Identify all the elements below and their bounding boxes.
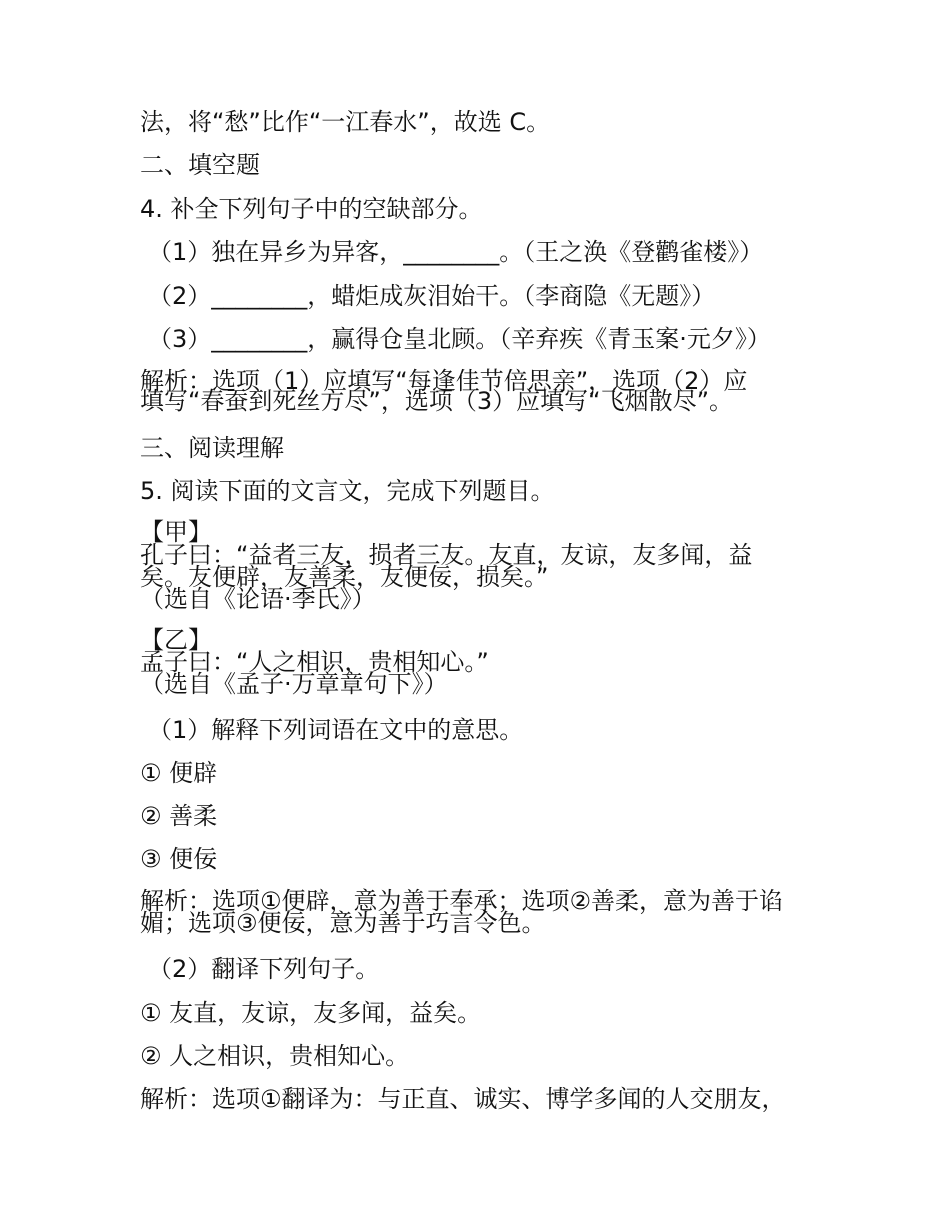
passage-yi-source: （选自《孟子·万章章句下》）: [140, 670, 448, 698]
list-item: ① 友直，友谅，友多闻，益矣。: [140, 999, 482, 1027]
passage-yi-line: 孟子曰：“人之相识，贵相知心。”: [140, 648, 489, 676]
passage-label-jia: 【甲】: [140, 518, 212, 546]
subquestion-1: （1）解释下列词语在文中的意思。: [148, 716, 524, 744]
analysis-line: 媚；选项③便佞，意为善于巧言令色。: [140, 909, 546, 937]
text-line: 法，将“愁”比作“一江春水”，故选 C。: [140, 108, 551, 136]
passage-label-yi: 【乙】: [140, 626, 212, 654]
list-item: ① 便辟: [140, 759, 218, 787]
analysis-line: 填写“春蚕到死丝方尽”，选项（3）应填写“飞烟散尽”。: [140, 387, 734, 415]
question-5-title: 5. 阅读下面的文言文，完成下列题目。: [140, 477, 555, 505]
passage-jia-source: （选自《论语·季氏》）: [140, 585, 376, 613]
analysis-line: 解析：选项①翻译为：与正直、诚实、博学多闻的人交朋友，: [140, 1085, 786, 1113]
list-item: ② 人之相识，贵相知心。: [140, 1042, 410, 1070]
question-4-item-1: （1）独在异乡为异客，________。（王之涣《登鹳雀楼》）: [148, 238, 764, 266]
section-heading-fill-blank: 二、填空题: [140, 151, 260, 179]
passage-jia-line: 孔子曰：“益者三友，损者三友。友直，友谅，友多闻，益: [140, 541, 753, 569]
list-item: ③ 便佞: [140, 845, 218, 873]
analysis-line: 解析：选项（1）应填写“每逢佳节倍思亲”，选项（2）应: [140, 367, 748, 395]
analysis-line: 解析：选项①便辟，意为善于奉承；选项②善柔，意为善于谄: [140, 887, 784, 915]
list-item: ② 善柔: [140, 802, 218, 830]
question-4-title: 4. 补全下列句子中的空缺部分。: [140, 195, 483, 223]
section-heading-reading: 三、阅读理解: [140, 434, 284, 462]
question-4-item-3: （3）________，赢得仓皇北顾。（辛弃疾《青玉案·元夕》）: [148, 325, 771, 353]
passage-jia-line: 矣。友便辟，友善柔，友便佞，损矣。”: [140, 563, 549, 591]
subquestion-2: （2）翻译下列句子。: [148, 955, 380, 983]
question-4-item-2: （2）________，蜡炬成灰泪始干。（李商隐《无题》）: [148, 282, 716, 310]
